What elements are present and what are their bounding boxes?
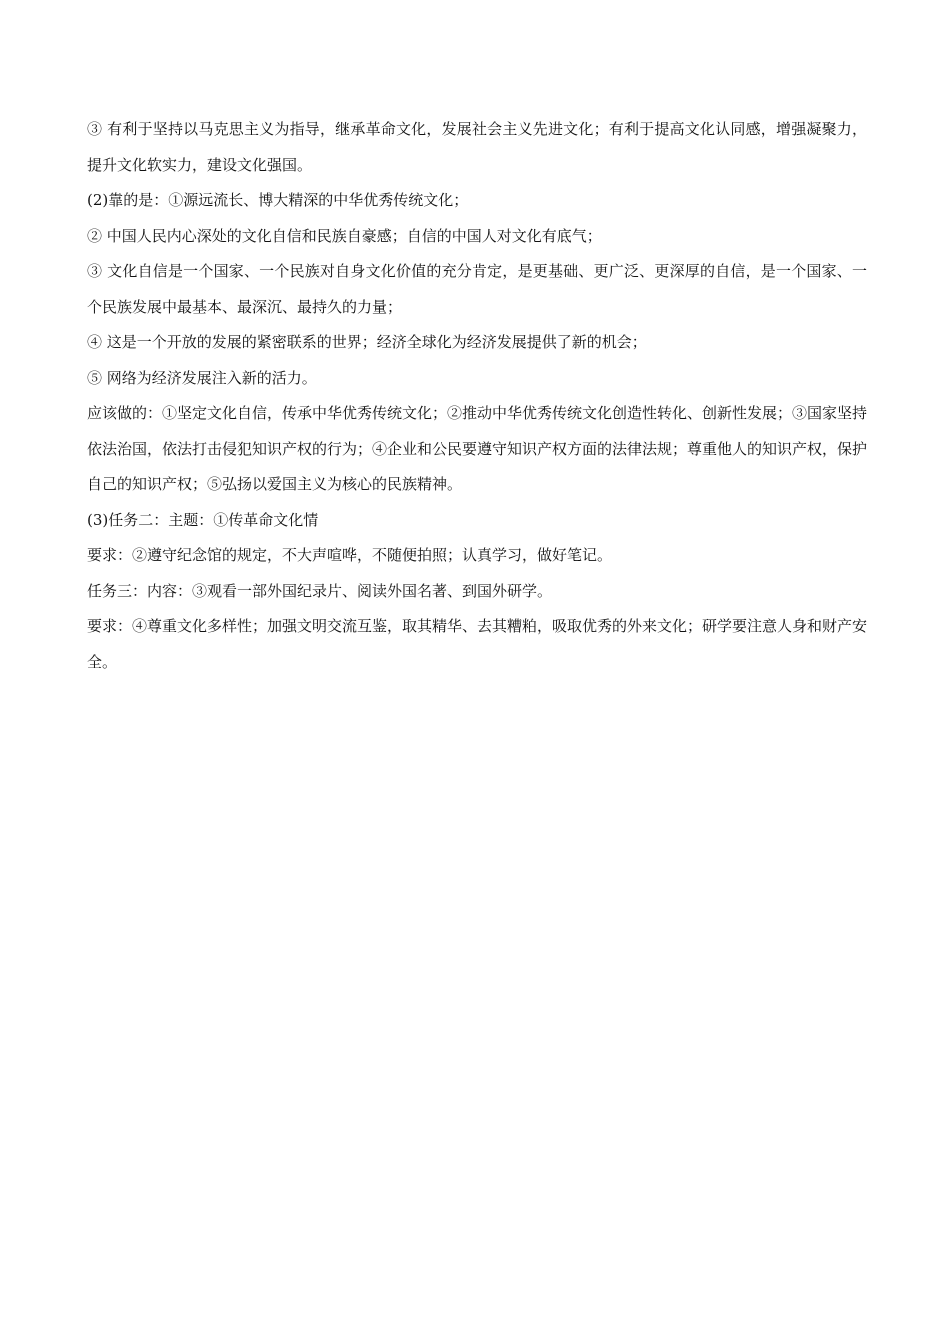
paragraph-6: ⑤ 网络为经济发展注入新的活力。 <box>87 368 317 387</box>
paragraph-4: ③ 文化自信是一个国家、一个民族对自身文化价值的充分肯定，是更基础、更广泛、更深厚的自信，是一个国家、一个民族发展中最基本、最深沉、最持久的力量； <box>87 262 867 316</box>
paragraph-5: ④ 这是一个开放的发展的紧密联系的世界；经济全球化为经济发展提供了新的机会； <box>87 333 647 351</box>
paragraph-1: ③ 有利于坚持以马克思主义为指导，继承革命文化，发展社会主义先进文化；有利于提高文化认同感，增强凝聚力，提升文化软实力，建设文化强国。 <box>87 120 867 174</box>
paragraph-8: (3)任务二：主题：①传革命文化情 <box>87 510 319 529</box>
paragraph-9: 要求：②遵守纪念馆的规定，不大声喧哗，不随便拍照；认真学习，做好笔记。 <box>87 546 613 564</box>
paragraph-11: 要求：④尊重文化多样性；加强文明交流互鉴，取其精华、去其糟粕，吸取优秀的外来文化；研学要注意人身和财产安全。 <box>87 617 868 671</box>
paragraph-10: 任务三：内容：③观看一部外国纪录片、阅读外国名著、到国外研学。 <box>87 581 553 600</box>
document-body <box>87 112 867 680</box>
paragraph-7: 应该做的：①坚定文化自信，传承中华优秀传统文化；②推动中华优秀传统文化创造性转化、创新性发展；③国家坚持依法治国，依法打击侵犯知识产权的行为；④企业和公民要遵守知识产权方面的法律法规；尊重他人的知识产权，保护自己的知识产权；⑤弘扬以爱国主义为核心的民族精神。 <box>87 404 868 493</box>
paragraph-2: (2)靠的是：①源远流长、博大精深的中华优秀传统文化； <box>87 191 469 209</box>
paragraph-3: ② 中国人民内心深处的文化自信和民族自豪感；自信的中国人对文化有底气； <box>87 226 602 245</box>
